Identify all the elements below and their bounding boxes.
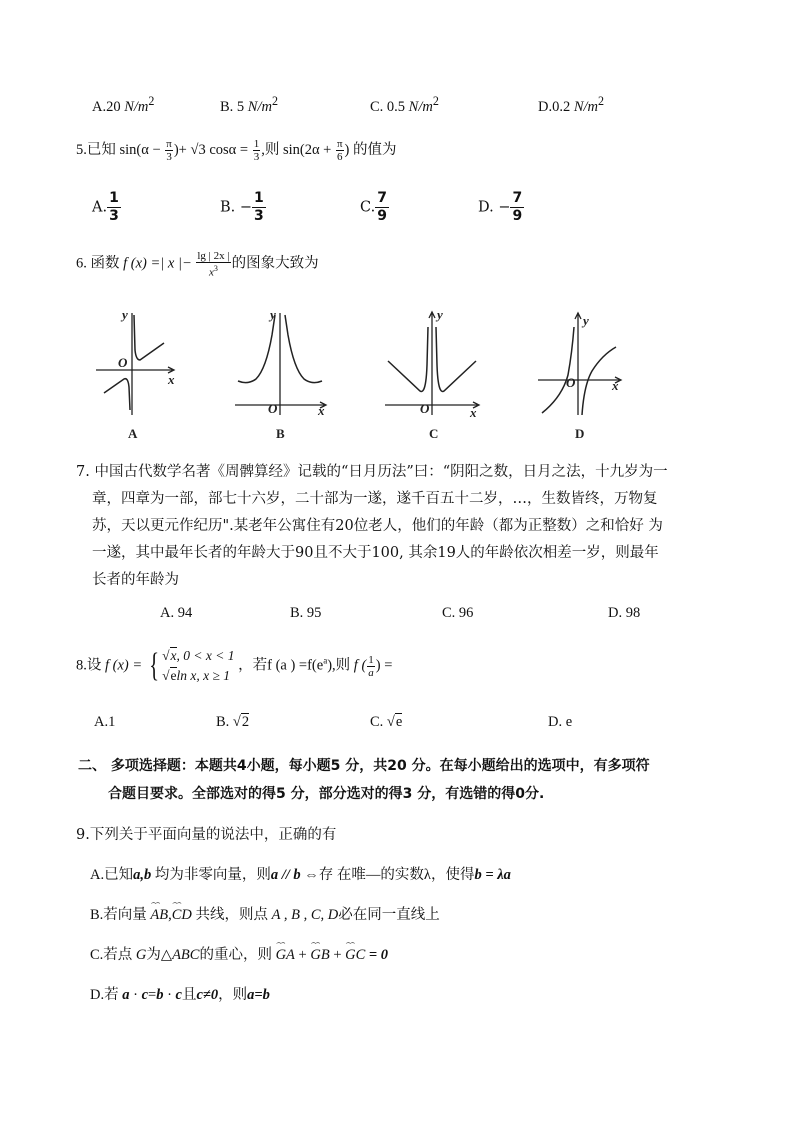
vector-cd: ⌢⌢ CD	[172, 907, 192, 924]
section-2-header	[78, 752, 738, 808]
graph-c-label: C	[429, 426, 439, 441]
graph-c[interactable]	[385, 307, 479, 441]
graph-b[interactable]	[235, 307, 326, 441]
lg-over-x-cubed-fraction: $\frac{\lg | 2x |}{x^3}$	[197, 250, 230, 279]
q4-option-a[interactable]: A.20 $N/m^2$	[92, 94, 155, 115]
q7-option-d[interactable]: D. 98	[608, 605, 641, 621]
q7-line-5: 长者的年龄为	[92, 572, 179, 588]
graph-a-x-label: x	[168, 372, 175, 387]
q5-stem: 5.已知 sin(α − $\frac{\pi}{3}$ )+ √3 cosα = $\frac{1}{3}$ ,则 sin(2α + $\frac{\pi}{6}$ ) 的值为	[76, 138, 397, 164]
one-third-fraction: $\frac{1}{3}$	[253, 138, 260, 164]
graph-d-y-label: y	[583, 313, 589, 328]
q6-stem: 6. 函数 f (x) =| x |− $\frac{\lg | 2x |}{x^3}$ 的图象大致为	[76, 250, 319, 279]
graph-d-label: D	[575, 426, 585, 441]
graph-d-curve-right	[582, 347, 616, 415]
one-over-a-fraction: $\frac{1}{a}$	[368, 653, 374, 679]
q8-option-a[interactable]: A.1	[94, 714, 116, 730]
q8-stem: 8.设 f (x) = { √x, 0 < x < 1 √eln x, x ≥ 1 ，若f (a ) $=f(e^a)$,则 f ( $\frac{1}{a}$ ) =	[76, 647, 393, 684]
q7-stem	[76, 459, 726, 594]
q5-option-a[interactable]: A. $\frac{1}{3}$	[92, 190, 119, 224]
vector-gb: ⌢⌢ GB	[310, 947, 329, 964]
q5-option-c[interactable]: C. $\frac{7}{9}$	[360, 190, 387, 224]
piecewise-cases	[162, 646, 234, 686]
q7-line-1: 7. 中国古代数学名著《周髀算经》记载的“日月历法”曰：“阴阳之数，日月之法，十九岁为一	[76, 464, 668, 480]
q4-option-d[interactable]: D.0.2 $N/m^2$	[538, 94, 605, 115]
graph-a-label: A	[128, 426, 138, 441]
q4-option-b[interactable]: B. 5 $N/m^2$	[220, 94, 279, 115]
graph-b-curve-left	[238, 315, 275, 383]
case-1: √x, 0 < x < 1	[162, 648, 235, 663]
graph-a-curve-right	[134, 315, 164, 360]
q7-option-c[interactable]: C. 96	[442, 605, 474, 621]
q8-option-d[interactable]: D. e	[548, 714, 573, 730]
graph-c-x-label: x	[470, 405, 477, 420]
q5-option-b[interactable]: B. − $\frac{1}{3}$	[220, 190, 264, 224]
section-2-line-2: 合题目要求。全部选对的得5 分，部分选对的得3 分，有选错的得0分.	[108, 786, 545, 802]
q9-option-c[interactable]: C.若点 G为△ABC的重心，则 ⌢⌢ GA + ⌢⌢ GB + ⌢⌢ GC = 0	[90, 943, 388, 964]
pi-over-3-fraction: $\frac{\pi}{3}$	[166, 138, 172, 164]
q9-option-b[interactable]: B.若向量 ⌢⌢ AB,⌢⌢ CD 共线，则点 A , B , C, D必在同一直线上	[90, 903, 440, 924]
q7-line-2: 章，四章为一部，部七十六岁，二十部为一遂，遂千百五十二岁，…，生数皆终，万物复	[92, 491, 658, 507]
graph-c-curve-right	[436, 327, 476, 391]
graph-b-curve-right	[285, 315, 322, 383]
q5-option-d[interactable]: D. − $\frac{7}{9}$	[478, 190, 523, 224]
graph-d-x-label: x	[612, 378, 619, 393]
q8-option-c[interactable]: C. √e	[370, 714, 403, 730]
q9-option-d[interactable]: D.若 a · c=b · c且c≠0，则a=b	[90, 987, 270, 1003]
graph-a-origin: O	[118, 355, 128, 370]
q9-stem: 9.下列关于平面向量的说法中，正确的有	[76, 827, 337, 843]
q8-option-b[interactable]: B. √2	[216, 714, 250, 730]
case-2: √eln x, x ≥ 1	[162, 668, 231, 683]
pi-over-6-fraction: $\frac{\pi}{6}$	[336, 138, 343, 164]
graph-b-origin: O	[268, 401, 278, 416]
q9-option-a[interactable]: A.已知a,b 均为非零向量，则a // b ⇔存 在唯—的实数λ，使得b = λa	[90, 867, 511, 883]
graph-c-curve-left	[388, 327, 428, 391]
graph-a[interactable]	[96, 307, 175, 441]
graph-b-label: B	[276, 426, 285, 441]
vector-ab: ⌢⌢ AB	[150, 907, 168, 924]
graph-d-curve-left	[542, 327, 574, 413]
q4-option-c[interactable]: C. 0.5 $N/m^2$	[370, 94, 439, 115]
graph-d-origin: O	[566, 375, 576, 390]
graph-a-curve-left	[104, 379, 130, 410]
graph-b-x-label: x	[318, 403, 325, 418]
graph-d[interactable]	[538, 313, 621, 441]
q7-option-b[interactable]: B. 95	[290, 605, 322, 621]
q7-line-3: 苏，天以更元作纪历".某老年公寓住有20位老人，他们的年龄（都为正整数）之和恰好 为	[92, 518, 663, 534]
piecewise-brace: {	[149, 647, 159, 684]
graph-c-y-label: y	[437, 307, 443, 322]
q6-graphs	[80, 305, 640, 445]
graph-b-y-label: y	[270, 307, 276, 322]
graph-c-origin: O	[420, 401, 430, 416]
q7-line-4: 一遂，其中最年长者的年龄大于90且不大于100, 其余19人的年龄依次相差一岁，则最年	[92, 545, 659, 561]
q7-option-a[interactable]: A. 94	[160, 605, 193, 621]
section-2-line-1: 二、 多项选择题：本题共4小题，每小题5 分，共20 分。在每小题给出的选项中，有多项符	[78, 758, 650, 774]
vector-ga: ⌢⌢ GA	[276, 947, 295, 964]
graph-a-y-label: y	[122, 307, 128, 322]
vector-gc: ⌢⌢ GC	[345, 947, 365, 964]
